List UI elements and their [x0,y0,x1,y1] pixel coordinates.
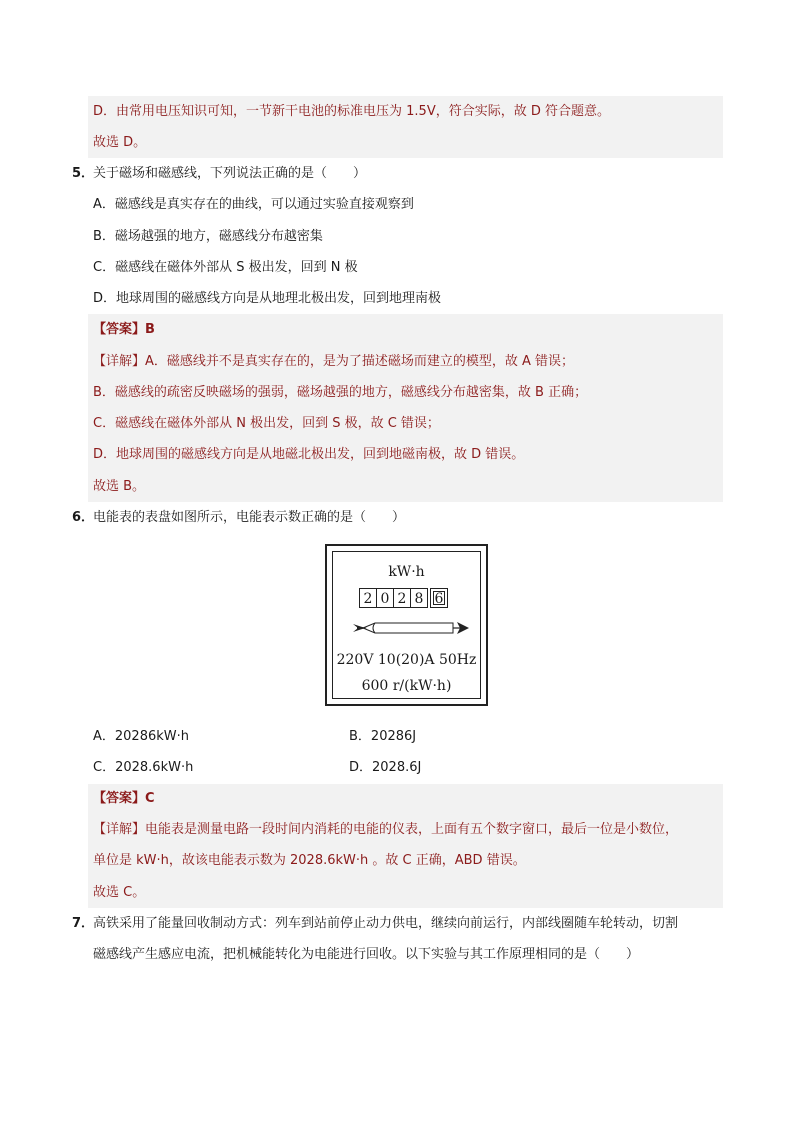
question-stem: 高铁采用了能量回收制动方式：列车到站前停止动力供电，继续向前运行，内部线圈随车轮转动，切割 [93,916,679,931]
option-d: D．2028.6J [349,760,422,775]
meter-spec-line: 600 r/(kW·h) [361,678,452,694]
meter-unit-label: kW·h [388,564,425,580]
detail-line: 【详解】A．磁感线并不是真实存在的，是为了描述磁场而建立的模型，故 A 错误； [93,354,575,369]
option-c: C．磁感线在磁体外部从 S 极出发，回到 N 极 [93,260,358,275]
meter-digit: 8 [410,588,428,608]
question-stem: 磁感线产生感应电流，把机械能转化为电能进行回收。以下实验与其工作原理相同的是（ ） [93,947,640,962]
answer-block [88,314,723,502]
question-number: 7． [72,916,95,931]
question-stem: 电能表的表盘如图所示，电能表示数正确的是（ ） [93,510,406,525]
option-c: C．2028.6kW·h [93,760,194,775]
answer-label: 【答案】B [93,322,155,337]
question-number: 6． [72,510,95,525]
meter-spec-line: 220V 10(20)A 50Hz [336,652,477,668]
explanation-line: D．由常用电压知识可知，一节新干电池的标准电压为 1.5V，符合实际，故 D 符合题意。 [93,104,610,119]
detail-line: C．磁感线在磁体外部从 N 极出发，回到 S 极，故 C 错误； [93,416,440,431]
detail-conclusion: 故选 C。 [93,885,146,900]
energy-meter-figure [325,544,488,706]
answer-label: 【答案】C [93,791,155,806]
meter-digit: 2 [359,588,377,608]
meter-decimal-digit: 6 [430,588,448,608]
question-number: 5． [72,166,95,181]
meter-face [332,551,481,699]
meter-digit: 0 [376,588,394,608]
explanation-conclusion: 故选 D。 [93,135,147,150]
detail-line: 单位是 kW·h，故该电能表示数为 2028.6kW·h 。故 C 正确，ABD 错误。 [93,853,526,868]
option-b: B．20286J [349,729,417,744]
option-d: D．地球周围的磁感线方向是从地理北极出发，回到地理南极 [93,291,442,306]
detail-conclusion: 故选 B。 [93,479,146,494]
answer-block [88,784,723,908]
option-a: A．磁感线是真实存在的曲线，可以通过实验直接观察到 [93,197,414,212]
detail-line: 【详解】电能表是测量电路一段时间内消耗的电能的仪表，上面有五个数字窗口，最后一位是小数位， [93,822,679,837]
detail-line: B．磁感线的疏密反映磁场的强弱，磁场越强的地方，磁感线分布越密集，故 B 正确； [93,385,588,400]
option-a: A．20286kW·h [93,729,190,744]
question-stem: 关于磁场和磁感线，下列说法正确的是（ ） [93,166,367,181]
meter-digit: 2 [393,588,411,608]
rotation-arrow-icon [353,620,471,636]
option-b: B．磁场越强的地方，磁感线分布越密集 [93,229,323,244]
detail-line: D．地球周围的磁感线方向是从地磁北极出发，回到地磁南极，故 D 错误。 [93,447,525,462]
meter-digit-window [360,588,448,608]
